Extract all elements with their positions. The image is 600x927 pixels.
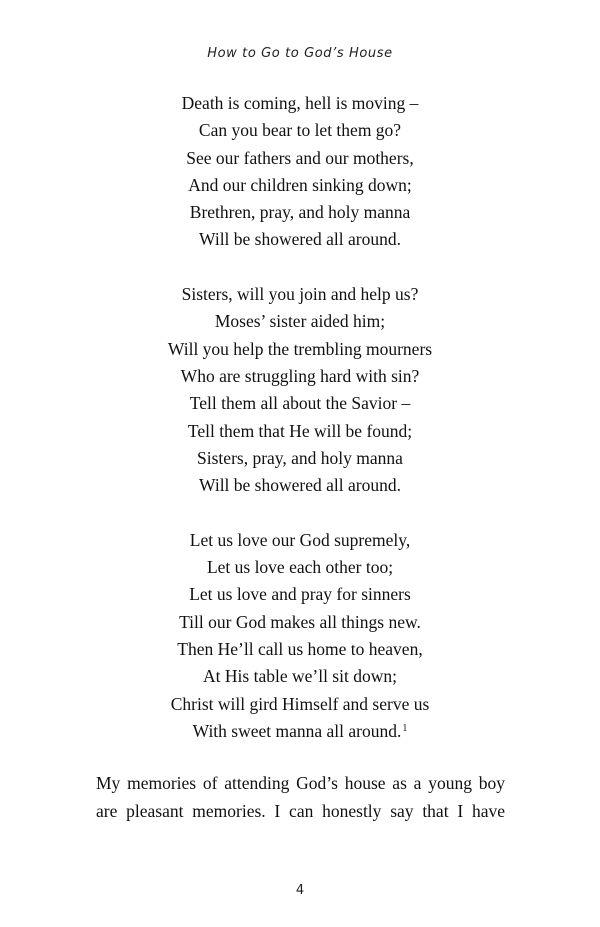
poem-line: Death is coming, hell is moving –: [181, 93, 419, 113]
poem-line-text: With sweet manna all around.: [192, 720, 402, 741]
poem-line: Let us love and pray for sinners: [189, 584, 411, 605]
paragraph-line: My memories of attending God’s house as a young boy: [96, 773, 505, 793]
paragraph-line: are pleasant memories. I can honestly say that I have: [96, 800, 505, 821]
poem-line: Sisters, will you join and help us?: [181, 284, 419, 305]
page-number: 4: [295, 883, 305, 898]
poem-line: Till our God makes all things new.: [179, 611, 421, 632]
poem-line: Moses’ sister aided him;: [214, 311, 386, 332]
poem-line: At His table we’ll sit down;: [203, 666, 397, 687]
poem-line: Will be showered all around.: [199, 475, 401, 496]
poem-line: Sisters, pray, and holy manna: [197, 447, 403, 468]
running-head: How to Go to God’s House: [207, 46, 393, 61]
poem-line: See our fathers and our mothers,: [186, 147, 414, 168]
body-paragraph: [96, 770, 505, 825]
poem-line: Will be showered all around.: [199, 229, 401, 250]
poem-line: Christ will gird Himself and serve us: [170, 693, 430, 714]
poem-line: And our children sinking down;: [188, 174, 412, 195]
stanza-2: [0, 281, 600, 499]
poem: [0, 90, 600, 745]
footnote-marker[interactable]: 1: [402, 722, 408, 734]
stanza-3: [0, 527, 600, 745]
poem-line: Who are struggling hard with sin?: [180, 365, 420, 386]
poem-line: Brethren, pray, and holy manna: [189, 202, 411, 223]
poem-line: Then He’ll call us home to heaven,: [177, 638, 423, 659]
poem-last-line: [0, 718, 600, 745]
poem-line: Can you bear to let them go?: [198, 120, 402, 141]
poem-line: Tell them all about the Savior –: [189, 393, 411, 414]
poem-line: Will you help the trembling mourners: [167, 338, 433, 359]
poem-line: Let us love each other too;: [206, 557, 394, 578]
poem-line: Tell them that He will be found;: [187, 420, 413, 441]
poem-line: Let us love our God supremely,: [189, 529, 411, 550]
stanza-1: [0, 90, 600, 254]
